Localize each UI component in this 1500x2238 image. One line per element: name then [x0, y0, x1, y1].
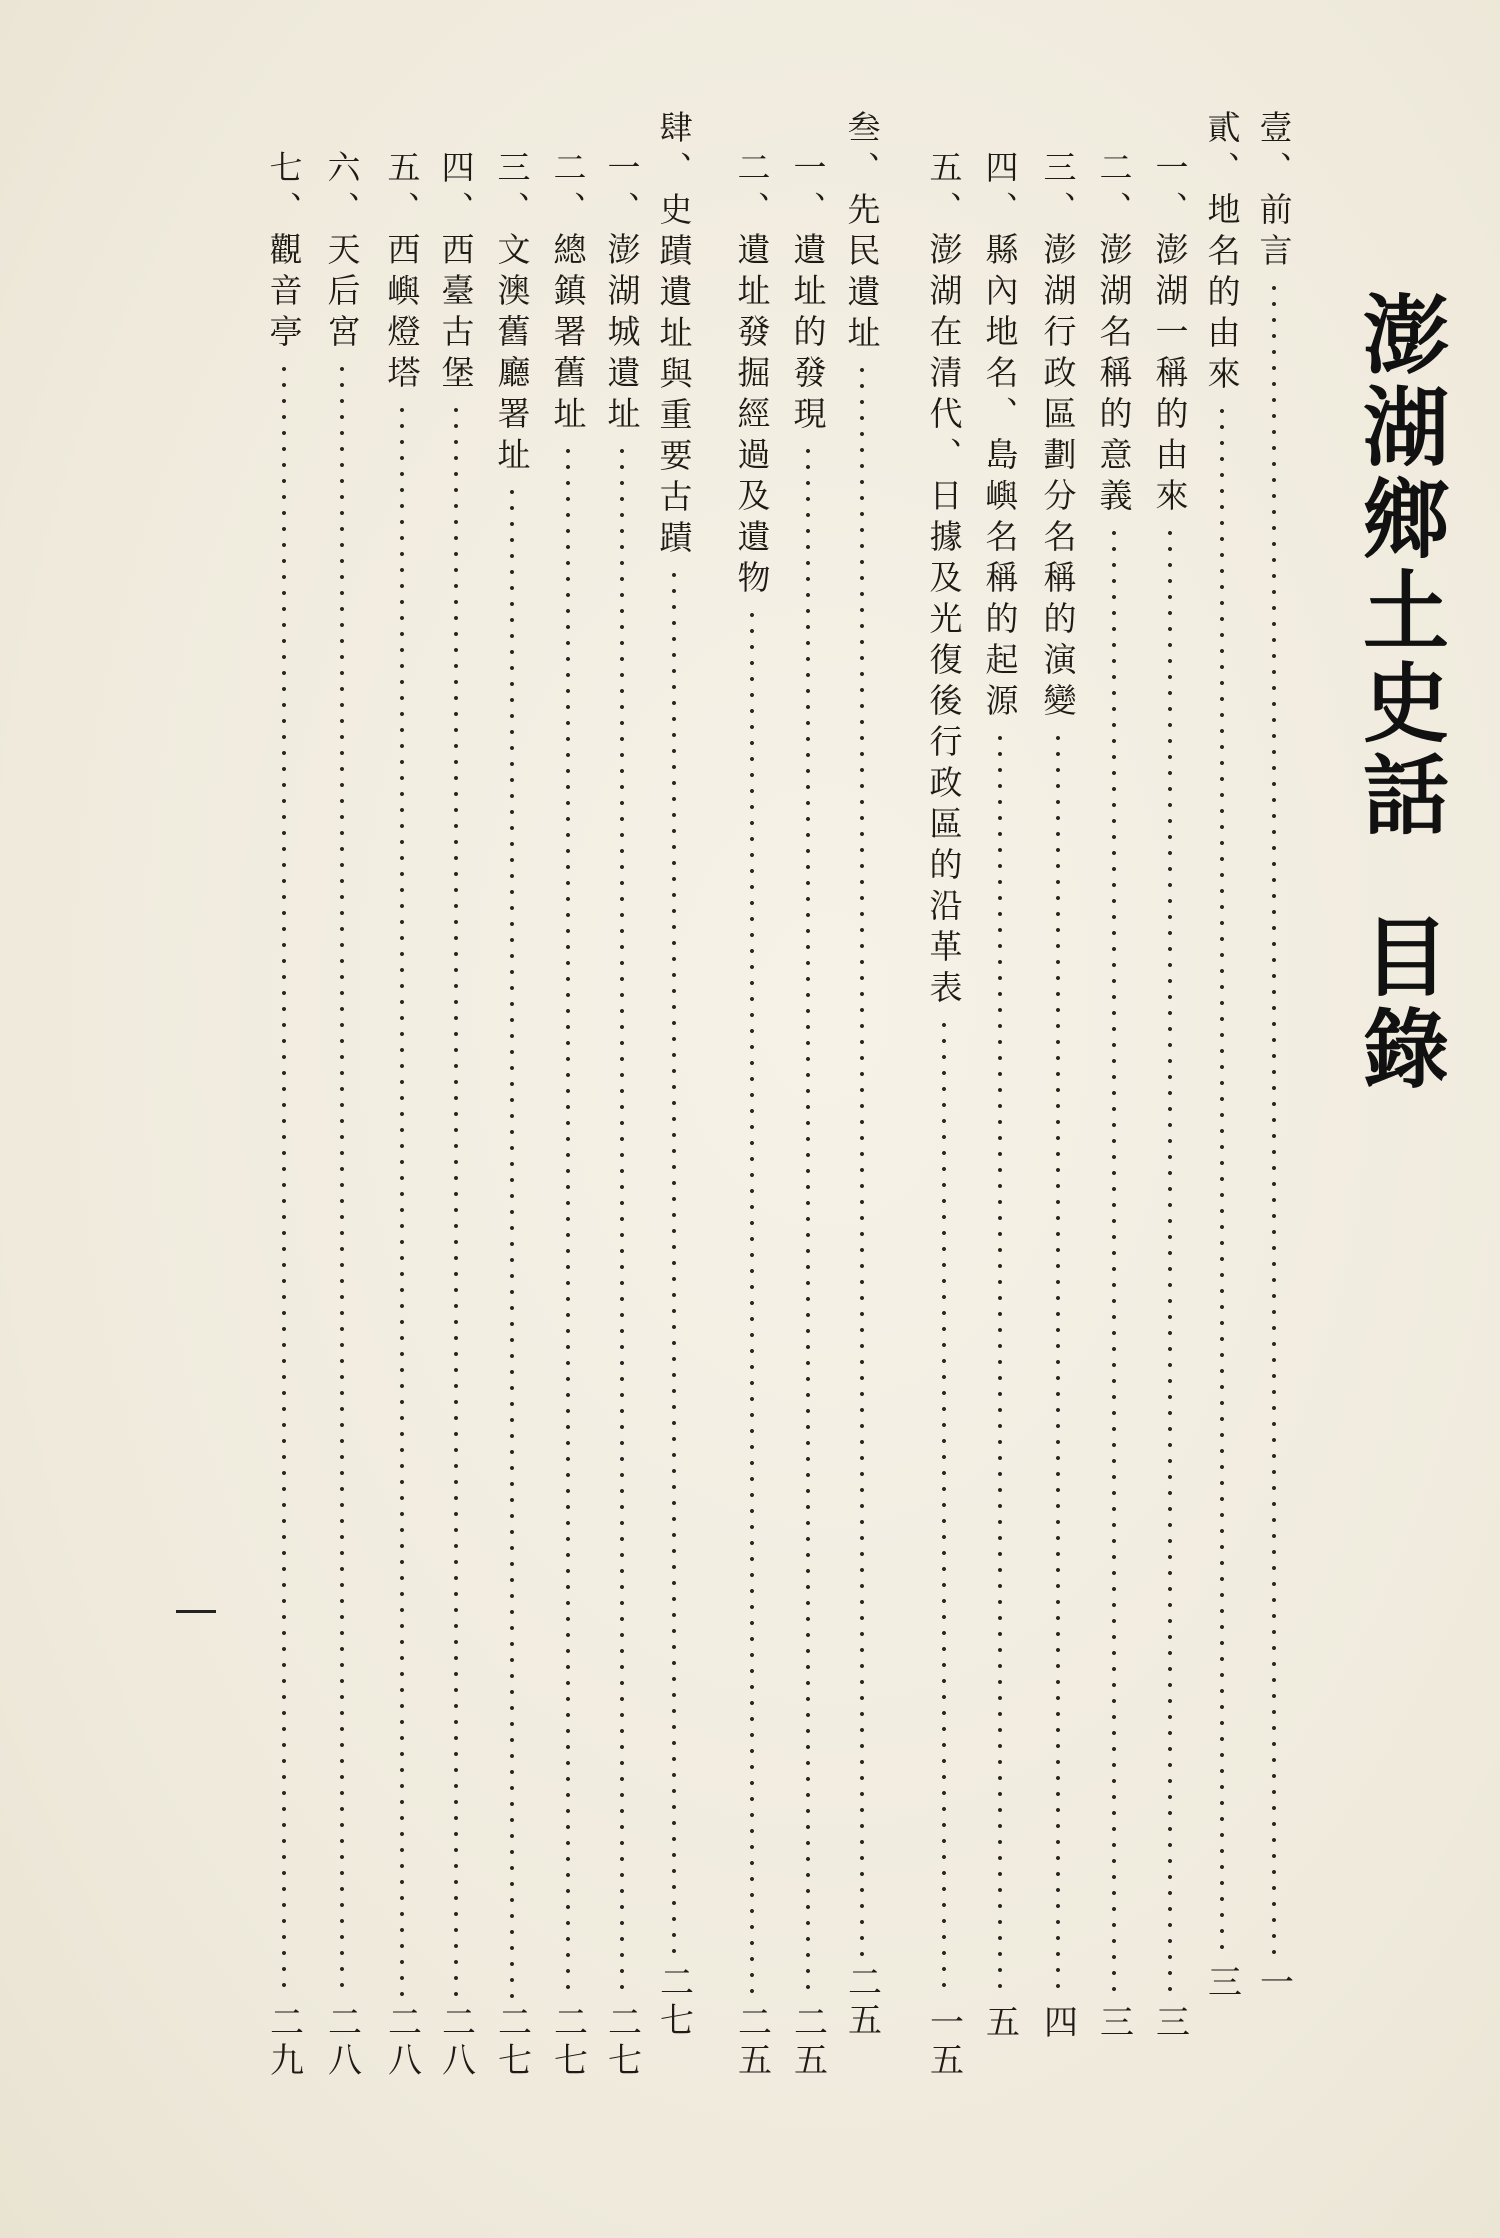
- toc-entry-page-number: 二八: [435, 2004, 476, 2080]
- toc-entry-label: 一、遺址的發現: [788, 150, 828, 437]
- toc-entry: [652, 110, 696, 2040]
- toc-entry-label: 壹、前言: [1254, 110, 1294, 274]
- toc-entry-page-number: 二七: [601, 2004, 642, 2080]
- toc-entry-label: 一、澎湖一稱的由來: [1150, 150, 1190, 519]
- dot-leader: [1092, 525, 1136, 1998]
- dot-leader: [434, 402, 478, 1998]
- toc-entry-page-number: 二七: [653, 1964, 694, 2040]
- toc-entry: [978, 110, 1022, 2080]
- toc-entry: [1252, 110, 1296, 2040]
- dot-leader: [652, 567, 696, 1958]
- toc-entry: [262, 110, 306, 2080]
- toc-entry-page-number: 一: [1253, 1964, 1294, 2002]
- toc-entry: [600, 110, 644, 2080]
- toc-entry: [786, 110, 830, 2080]
- dot-leader: [978, 730, 1022, 1998]
- toc-entry-label: 四、西臺古堡: [436, 150, 476, 396]
- toc-entry-page-number: 一五: [923, 2004, 964, 2080]
- dot-leader: [922, 1017, 966, 1998]
- toc-entry: [490, 110, 534, 2080]
- dot-leader: [840, 362, 884, 1958]
- toc-entry-label: 叁、先民遺址: [842, 110, 882, 356]
- dot-leader: [490, 484, 534, 1998]
- dot-leader: [262, 361, 306, 1998]
- toc-entry: [840, 110, 884, 2040]
- toc-entry-page-number: 二五: [787, 2004, 828, 2080]
- dot-leader: [1252, 280, 1296, 1958]
- toc-entry-page-number: 二九: [263, 2004, 304, 2080]
- dot-leader: [786, 443, 830, 1998]
- toc-entry-label: 七、觀音亭: [264, 150, 304, 355]
- toc-entry-label: 二、澎湖名稱的意義: [1094, 150, 1134, 519]
- toc-entry-page-number: 二八: [321, 2004, 362, 2080]
- toc-entry: [434, 110, 478, 2080]
- toc-entry-page-number: 二七: [491, 2004, 532, 2080]
- toc-entry: [1036, 110, 1080, 2080]
- dot-leader: [1200, 403, 1244, 1958]
- toc-entry-page-number: 三: [1093, 2004, 1134, 2042]
- page-title: [1350, 290, 1460, 1096]
- dot-leader: [380, 402, 424, 1998]
- dot-leader: [546, 443, 590, 1998]
- toc-entry-page-number: 三: [1149, 2004, 1190, 2042]
- folio-mark: [176, 1610, 216, 1613]
- dot-leader: [730, 607, 774, 1998]
- toc-entry: [320, 110, 364, 2080]
- toc-entry-label: 二、總鎮署舊址: [548, 150, 588, 437]
- toc-entry-label: 五、澎湖在清代、日據及光復後行政區的沿革表: [924, 150, 964, 1011]
- dot-leader: [1148, 525, 1192, 1998]
- dot-leader: [600, 443, 644, 1998]
- toc-entry-label: 三、澎湖行政區劃分名稱的演變: [1038, 150, 1078, 724]
- toc-entry: [1200, 110, 1244, 2040]
- toc-entry-page-number: 四: [1037, 2004, 1078, 2042]
- toc-entry: [730, 110, 774, 2080]
- toc-entry-page-number: 二七: [547, 2004, 588, 2080]
- toc-entry-label: 四、縣內地名、島嶼名稱的起源: [980, 150, 1020, 724]
- toc-entry-label: 六、天后宮: [322, 150, 362, 355]
- toc-entry-page-number: 二八: [381, 2004, 422, 2080]
- toc-entry-label: 貳、地名的由來: [1202, 110, 1242, 397]
- toc-entry-label: 五、西嶼燈塔: [382, 150, 422, 396]
- toc-entry: [1092, 110, 1136, 2080]
- dot-leader: [1036, 730, 1080, 1998]
- toc-entry: [546, 110, 590, 2080]
- toc-entry-label: 肆、史蹟遺址與重要古蹟: [654, 110, 694, 561]
- toc-entry-label: 一、澎湖城遺址: [602, 150, 642, 437]
- toc-entry-page-number: 五: [979, 2004, 1020, 2042]
- toc-entry-page-number: 三: [1201, 1964, 1242, 2002]
- toc-entry: [380, 110, 424, 2080]
- toc-entry-label: 三、文澳舊廳署址: [492, 150, 532, 478]
- toc-entry-page-number: 二五: [731, 2004, 772, 2080]
- dot-leader: [320, 361, 364, 1998]
- toc-entry: [1148, 110, 1192, 2080]
- page-title-text: 澎湖鄉土史話 目錄: [1348, 290, 1449, 1096]
- toc-entry-page-number: 二五: [841, 1964, 882, 2040]
- toc-entry-label: 二、遺址發掘經過及遺物: [732, 150, 772, 601]
- toc-entry: [922, 110, 966, 2080]
